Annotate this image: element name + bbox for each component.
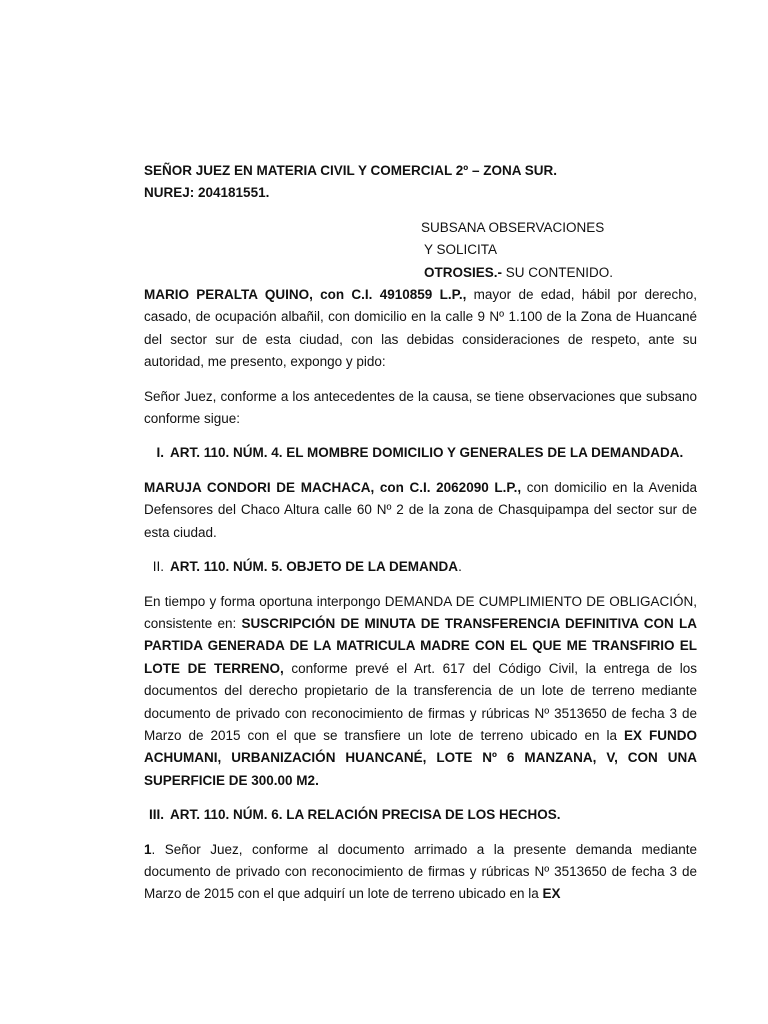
defendant-name: MARUJA CONDORI DE MACHACA, con C.I. 2062090 L.P., bbox=[144, 479, 522, 495]
subject-line-1: SUBSANA OBSERVACIONES bbox=[421, 219, 605, 235]
subject-otrosies: OTROSIES.- bbox=[424, 264, 503, 280]
nurej-number: NUREJ: 204181551. bbox=[144, 185, 270, 201]
section-heading-3 bbox=[144, 804, 697, 826]
section-title: ART. 110. NÚM. 6. LA RELACIÓN PRECISA DE LOS HECHOS. bbox=[170, 807, 561, 823]
defendant-text: con domicilio en la Avenida Defensores del Chaco Altura calle 60 Nº 2 de la zona de Chasquipampa del sector sur de esta ciudad. bbox=[144, 479, 698, 540]
section-number: I. bbox=[156, 445, 164, 461]
paragraph-observaciones: Señor Juez, conforme a los antecedentes de la causa, se tiene observaciones que subsano conforme sigue: bbox=[144, 388, 697, 427]
document-body bbox=[144, 160, 697, 906]
fact-text: . Señor Juez, conforme al documento arrimado a la presente demanda mediante documento de privado con reconocimiento de firmas y rúbricas Nº 3513650 de fecha 3 de Marzo de 2015 con el que adquirí un lote de terreno ubicado en la bbox=[144, 841, 697, 902]
facts-paragraph-1 bbox=[144, 839, 697, 906]
section-number: III. bbox=[148, 807, 164, 823]
intro-text: mayor de edad, hábil por derecho, casado, de ocupación albañil, con domicilio en la calle 9 Nº 1.100 de la Zona de Huancané del sector sur de esta ciudad, con las debidas consideraciones de respeto, ante su autoridad, me presento, expongo y pido: bbox=[144, 287, 697, 370]
section-title-trail: . bbox=[458, 559, 462, 575]
intro-paragraph bbox=[144, 284, 697, 374]
demand-text-a: En tiempo y forma oportuna interpongo DEMANDA DE CUMPLIMIENTO DE OBLIGACIÓN, consistente en: bbox=[144, 593, 697, 631]
subject-line-3 bbox=[421, 262, 697, 284]
section-number: II. bbox=[152, 559, 164, 575]
demand-paragraph bbox=[144, 591, 697, 793]
subject-line-2: Y SOLICITA bbox=[424, 242, 498, 258]
fact-bold-tail: EX bbox=[542, 886, 561, 902]
property-location: EX FUNDO ACHUMANI, URBANIZACIÓN HUANCANÉ, LOTE Nº 6 MANZANA, V, CON UNA SUPERFICIE DE 300.00 M2. bbox=[144, 727, 697, 788]
section-title: ART. 110. NÚM. 5. OBJETO DE LA DEMANDA bbox=[170, 559, 459, 575]
section-title: ART. 110. NÚM. 4. EL MOMBRE DOMICILIO Y GENERALES DE LA DEMANDADA. bbox=[170, 445, 684, 461]
demand-object: SUSCRIPCIÓN DE MINUTA DE TRANSFERENCIA DEFINITIVA CON LA PARTIDA GENERADA DE LA MATRICULA MADRE CON EL QUE ME TRANSFIRIO EL LOTE DE TERRENO, bbox=[144, 615, 697, 676]
fact-number: 1 bbox=[144, 841, 152, 857]
demand-text-c: conforme prevé el Art. 617 del Código Civil, la entrega de los documentos del derecho propietario de la transferencia de un lote de terreno mediante documento de privado con reconocimiento de firmas y rúbricas Nº 3513650 de fecha 3 de Marzo de 2015 con el que se transfiere un lote de terreno ubicado en la bbox=[144, 660, 697, 743]
subject-contenido: SU CONTENIDO. bbox=[502, 264, 614, 280]
plaintiff-name: MARIO PERALTA QUINO, con C.I. 4910859 L.P., bbox=[144, 287, 467, 303]
subject-block bbox=[421, 217, 697, 284]
section-heading-2 bbox=[144, 556, 697, 578]
section-title-wrap bbox=[170, 556, 697, 578]
defendant-paragraph bbox=[144, 477, 697, 544]
section-heading-1 bbox=[144, 442, 697, 464]
court-header: SEÑOR JUEZ EN MATERIA CIVIL Y COMERCIAL 2º – ZONA SUR. bbox=[144, 163, 557, 178]
